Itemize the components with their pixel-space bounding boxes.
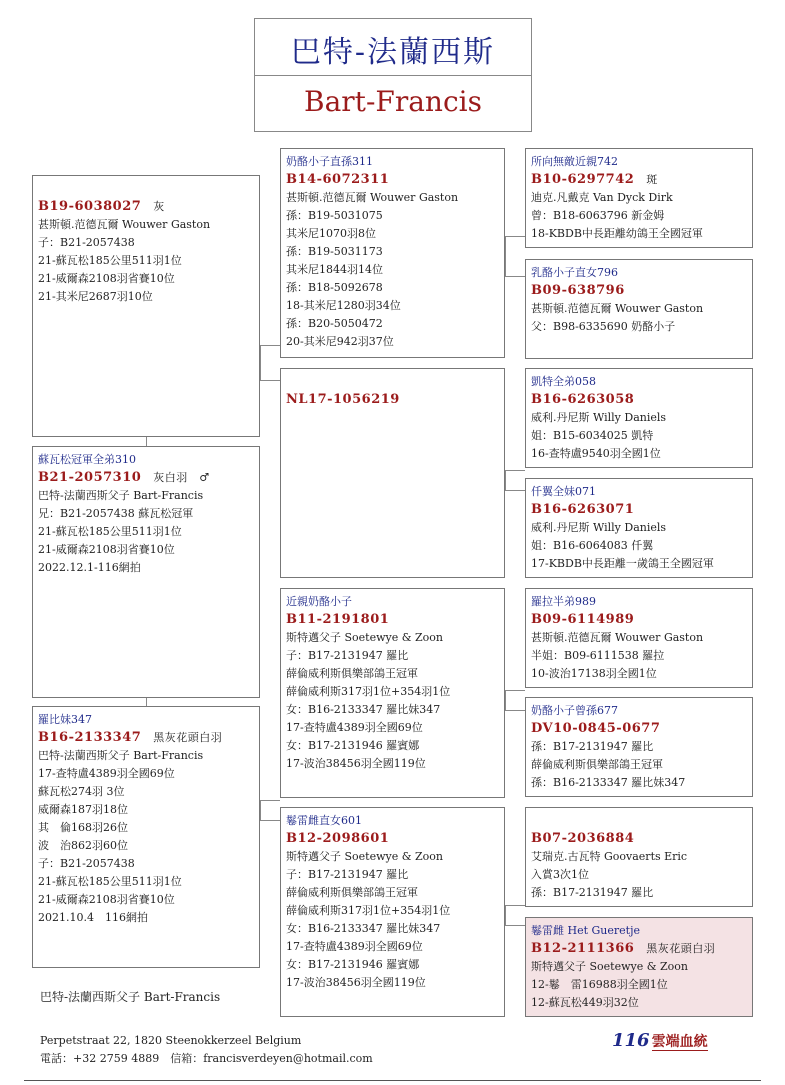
contact-line: 電話：+32 2759 4889 信箱：francisverdeyen@hotmail.com	[40, 1052, 373, 1065]
logo-text: 雲端血統	[651, 1034, 708, 1050]
ring-number: B11-2191801	[286, 612, 390, 627]
breeder-line: 甚斯頓.范德瓦爾 Wouwer Gaston	[286, 191, 459, 204]
connector-line	[505, 925, 525, 926]
page-title-english: Bart-Francis	[304, 85, 482, 118]
info-line: 子：B17-2131947 羅比	[286, 649, 409, 662]
connector-line	[505, 710, 525, 711]
info-line: 孫：B17-2131947 羅比	[531, 740, 654, 753]
connector-line	[505, 490, 525, 491]
info-line: 女：B17-2131946 羅賓娜	[286, 958, 420, 971]
info-line: 子：B17-2131947 羅比	[286, 868, 409, 881]
connector-line	[505, 470, 525, 471]
info-line: 其米尼1844羽14位	[286, 263, 383, 276]
info-line: 薛倫威利斯317羽1位+354羽1位	[286, 904, 451, 917]
connector-line	[260, 345, 280, 346]
connector-line	[146, 436, 147, 446]
info-line: 女：B17-2131946 羅賓娜	[286, 739, 420, 752]
pigeon-name: 仟翼全妹071	[531, 485, 596, 498]
page-title-chinese: 巴特-法蘭西斯	[290, 35, 496, 70]
pedigree-box-sire-dam[interactable]	[280, 368, 505, 578]
pedigree-box-ssd[interactable]	[525, 259, 753, 359]
info-line: 半姐：B09-6111538 羅拉	[531, 649, 665, 662]
connector-line	[505, 276, 525, 277]
pigeon-name: 近親奶酪小子	[286, 595, 352, 608]
brand-logo	[612, 1030, 708, 1051]
info-line: 入賞3次1位	[531, 868, 589, 881]
info-line: 薛倫威利斯俱樂部鴿王冠軍	[286, 886, 418, 899]
info-line: 孫：B17-2131947 羅比	[531, 886, 654, 899]
info-line: 孫：B20-5050472	[286, 317, 383, 330]
pedigree-box-dam-sire[interactable]	[280, 588, 505, 798]
ring-number: B09-6114989	[531, 612, 635, 627]
info-line: 薛倫威利斯俱樂部鴿王冠軍	[531, 758, 663, 771]
connector-line	[260, 800, 261, 820]
info-line: 17-查特盧4389羽全國69位	[38, 767, 175, 780]
info-line: 21-威爾森2108羽省賽10位	[38, 893, 175, 906]
info-line: 孫：B18-5092678	[286, 281, 383, 294]
pigeon-name: 羅拉半弟989	[531, 595, 596, 608]
connector-line	[505, 905, 506, 925]
info-line: 21-蘇瓦松185公里511羽1位	[38, 254, 182, 267]
ring-number: DV10-0845-0677	[531, 721, 661, 736]
title-divider	[255, 75, 531, 76]
info-line: 薛倫威利斯317羽1位+354羽1位	[286, 685, 451, 698]
info-line: 子：B21-2057438	[38, 857, 135, 870]
info-line: 12-鬈 雷16988羽全國1位	[531, 978, 668, 991]
pigeon-name: 鬈雷雌 Het Gueretje	[531, 924, 641, 937]
info-line: 2021.10.4 116網拍	[38, 911, 148, 924]
breeder-line: 斯特邁父子 Soetewye & Zoon	[286, 850, 443, 863]
info-line: 17-波治38456羽全國119位	[286, 757, 426, 770]
ring-number: B09-638796	[531, 283, 625, 298]
logo-number: 116	[612, 1030, 650, 1051]
breeder-line: 斯特邁父子 Soetewye & Zoon	[531, 960, 688, 973]
pedigree-box-sds[interactable]	[525, 368, 753, 468]
ring-number: B14-6072311	[286, 172, 390, 187]
info-line: 兄：B21-2057438 蘇瓦松冠軍	[38, 507, 194, 520]
pigeon-name: 蘇瓦松冠軍全弟310	[38, 453, 136, 466]
ring-number: B07-2036884	[531, 831, 635, 846]
pigeon-name: 奶酪小子直孫311	[286, 155, 373, 168]
pigeon-name: 鬈雷雌直女601	[286, 814, 362, 827]
info-line: 其米尼1070羽8位	[286, 227, 376, 240]
connector-line	[505, 236, 506, 276]
pigeon-name: 凱特全弟058	[531, 375, 596, 388]
info-line: 18-其米尼1280羽34位	[286, 299, 401, 312]
info-line: 17-查特盧4389羽全國69位	[286, 721, 423, 734]
connector-line	[505, 470, 506, 490]
connector-line	[505, 690, 506, 710]
pedigree-box-sss[interactable]	[525, 148, 753, 248]
breeder-line: 斯特邁父子 Soetewye & Zoon	[286, 631, 443, 644]
pedigree-box-dss[interactable]	[525, 588, 753, 688]
ring-number: B12-2111366 黑灰花頭白羽	[531, 941, 716, 956]
pigeon-name: 羅比妹347	[38, 713, 92, 726]
info-line: 21-威爾森2108羽省賽10位	[38, 272, 175, 285]
pigeon-name: 奶酪小子曾孫677	[531, 704, 618, 717]
info-line: 21-其米尼2687羽10位	[38, 290, 153, 303]
connector-line	[505, 690, 525, 691]
info-line: 21-威爾森2108羽省賽10位	[38, 543, 175, 556]
pigeon-name: 所向無敵近親742	[531, 155, 618, 168]
breeder-line: 迪克.凡戴克 Van Dyck Dirk	[531, 191, 673, 204]
ring-number: B10-6297742 斑	[531, 172, 658, 187]
info-line: 21-蘇瓦松185公里511羽1位	[38, 525, 182, 538]
info-line: 孫：B19-5031173	[286, 245, 383, 258]
pedigree-box-subject[interactable]	[32, 446, 260, 698]
breeder-line: 甚斯頓.范德瓦爾 Wouwer Gaston	[531, 302, 704, 315]
breeder-line: 威利.丹尼斯 Willy Daniels	[531, 521, 667, 534]
breeder-line: 威利.丹尼斯 Willy Daniels	[531, 411, 667, 424]
ring-number: B19-6038027 灰	[38, 199, 165, 214]
pedigree-box-dam[interactable]	[32, 706, 260, 968]
info-line: 波 治862羽60位	[38, 839, 128, 852]
info-line: 16-查特盧9540羽全國1位	[531, 447, 661, 460]
bottom-divider	[24, 1080, 761, 1081]
connector-line	[260, 345, 261, 380]
breeder-line: 巴特-法蘭西斯父子 Bart-Francis	[38, 489, 204, 502]
pedigree-box-sdd[interactable]	[525, 478, 753, 578]
info-line: 10-波治17138羽全國1位	[531, 667, 657, 680]
ring-number: NL17-1056219	[286, 392, 400, 407]
breeder-line: 甚斯頓.范德瓦爾 Wouwer Gaston	[531, 631, 704, 644]
info-line: 子：B21-2057438	[38, 236, 135, 249]
info-line: 姐：B16-6064083 仟翼	[531, 539, 654, 552]
connector-line	[260, 800, 280, 801]
pedigree-box-sire[interactable]	[32, 175, 260, 437]
info-line: 17-KBDB中長距離一歲鴿王全國冠軍	[531, 557, 714, 570]
pedigree-box-dam-dam[interactable]	[280, 807, 505, 1017]
title-box	[254, 18, 532, 132]
info-line: 威爾森187羽18位	[38, 803, 128, 816]
contact-block	[40, 1032, 373, 1068]
connector-line	[505, 905, 525, 906]
connector-line	[505, 236, 525, 237]
info-line: 姐：B15-6034025 凱特	[531, 429, 654, 442]
breeder-line: 艾瑞克.古瓦特 Goovaerts Eric	[531, 850, 688, 863]
ring-number: B16-6263071	[531, 502, 635, 517]
info-line: 孫：B19-5031075	[286, 209, 383, 222]
address-line: Perpetstraat 22, 1820 Steenokkerzeel Belgium	[40, 1034, 302, 1047]
owner-name: 巴特-法蘭西斯父子 Bart-Francis	[40, 990, 221, 1004]
info-line: 女：B16-2133347 羅比妹347	[286, 703, 441, 716]
info-line: 蘇瓦松274羽 3位	[38, 785, 125, 798]
info-line: 20-其米尼942羽37位	[286, 335, 394, 348]
info-line: 17-波治38456羽全國119位	[286, 976, 426, 989]
breeder-line: 巴特-法蘭西斯父子 Bart-Francis	[38, 749, 204, 762]
pedigree-box-ddd[interactable]	[525, 917, 753, 1017]
connector-line	[146, 698, 147, 706]
info-line: 2022.12.1-116網拍	[38, 561, 141, 574]
info-line: 12-蘇瓦松449羽32位	[531, 996, 639, 1009]
breeder-line: 甚斯頓.范德瓦爾 Wouwer Gaston	[38, 218, 211, 231]
connector-line	[260, 380, 280, 381]
pedigree-box-dds[interactable]	[525, 807, 753, 907]
info-line: 女：B16-2133347 羅比妹347	[286, 922, 441, 935]
pedigree-box-sire-sire[interactable]	[280, 148, 505, 358]
ring-number: B21-2057310 灰白羽 ♂	[38, 470, 210, 485]
ring-number: B16-2133347 黑灰花頭白羽	[38, 730, 223, 745]
info-line: 18-KBDB中長距離幼鴿王全國冠軍	[531, 227, 703, 240]
info-line: 孫：B16-2133347 羅比妹347	[531, 776, 686, 789]
info-line: 父：B98-6335690 奶酪小子	[531, 320, 676, 333]
pigeon-name: 乳酪小子直女796	[531, 266, 618, 279]
connector-line	[260, 820, 280, 821]
info-line: 17-查特盧4389羽全國69位	[286, 940, 423, 953]
pedigree-box-dsd[interactable]	[525, 697, 753, 797]
info-line: 21-蘇瓦松185公里511羽1位	[38, 875, 182, 888]
info-line: 曾：B18-6063796 新金姆	[531, 209, 665, 222]
info-line: 其 倫168羽26位	[38, 821, 128, 834]
ring-number: B12-2098601	[286, 831, 390, 846]
info-line: 薛倫威利斯俱樂部鴿王冠軍	[286, 667, 418, 680]
ring-number: B16-6263058	[531, 392, 635, 407]
